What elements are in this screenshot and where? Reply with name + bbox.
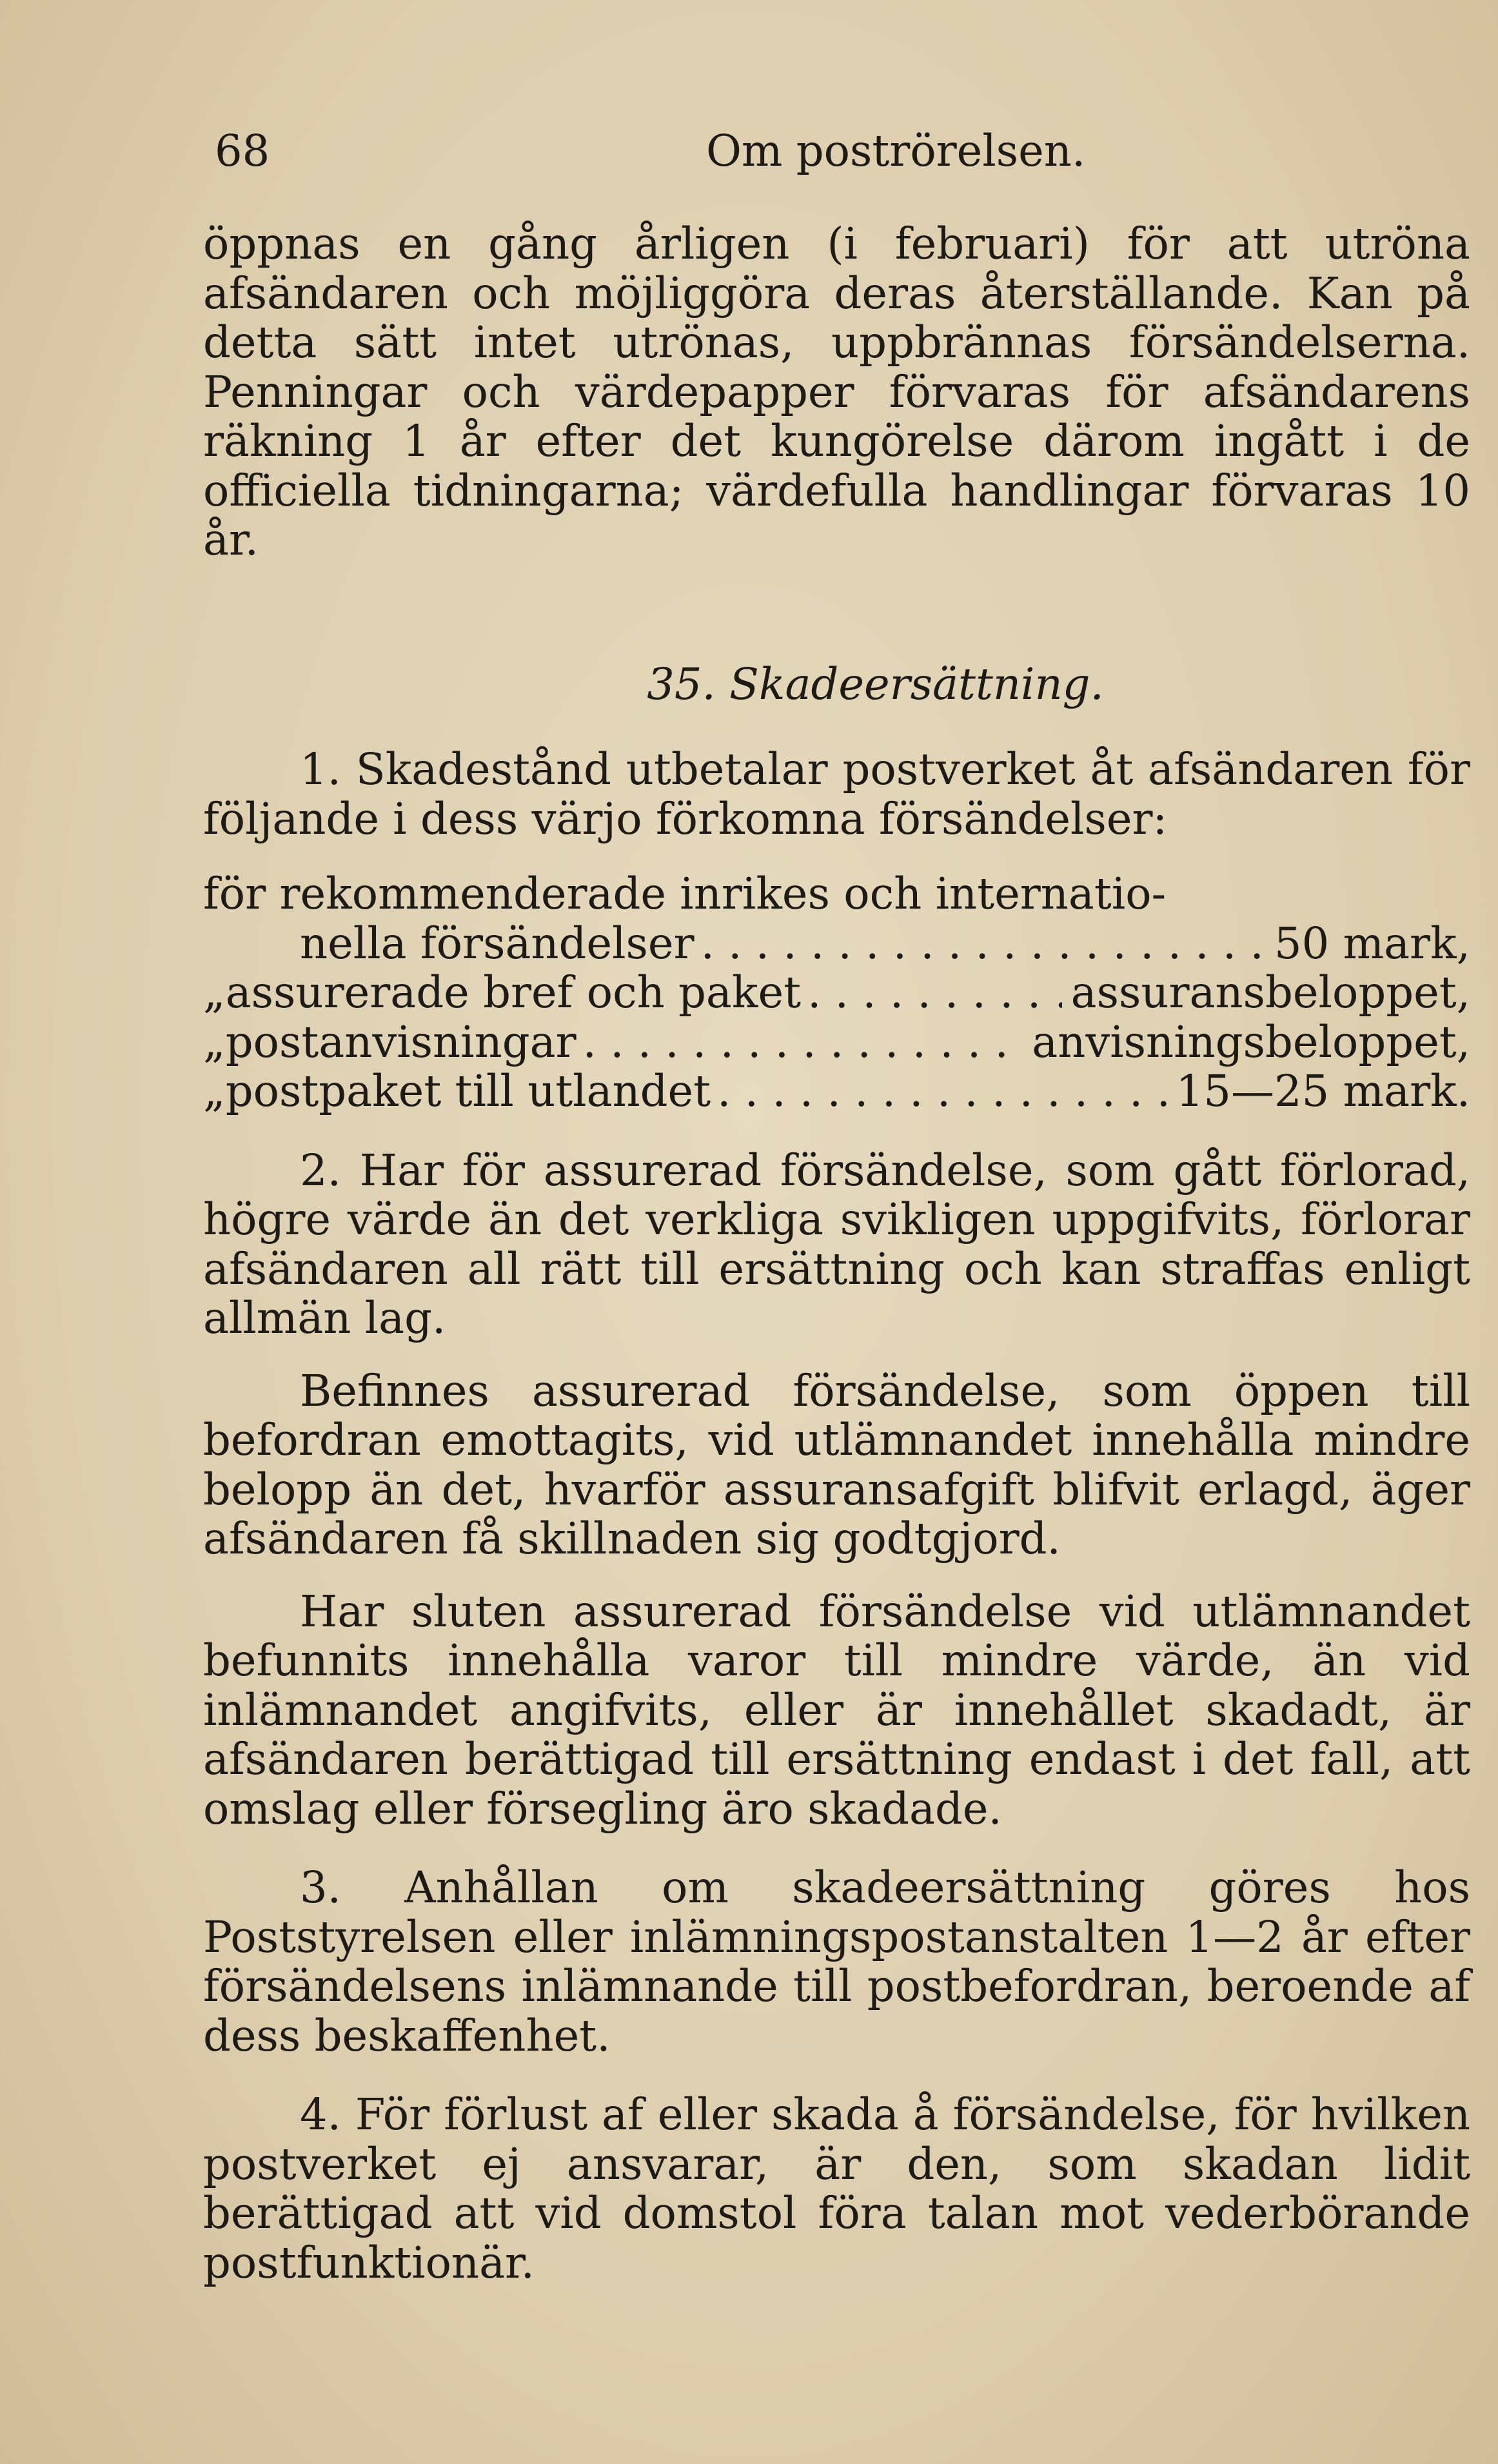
row-value: anvisningsbeloppet, bbox=[1032, 1016, 1470, 1067]
table-row bbox=[203, 919, 1470, 969]
paragraph-1: 1. Skadestånd utbetalar postverket åt afsändaren för följande i dess värjo förkomna försändelser: bbox=[203, 744, 1470, 844]
paragraph-2c: Har sluten assurerad försändelse vid utlämnandet befunnits innehålla varor till mindre värde, än vid inlämnandet angifvits, eller är innehållet skadadt, är afsändaren berättigad till ersättning endast i det fall, att omslag eller försegling äro skadade. bbox=[203, 1586, 1470, 1834]
page-body bbox=[203, 219, 1470, 2287]
row-label: postanvisningar bbox=[225, 1016, 577, 1067]
section-heading: 35. Skadeersättning. bbox=[647, 658, 1104, 709]
row-label: assurerade bref och paket bbox=[225, 967, 802, 1018]
leader-dots bbox=[701, 919, 1265, 969]
table-lead-in bbox=[203, 869, 1470, 919]
ditto-mark: „ bbox=[203, 967, 226, 1018]
table-lead-in-text: för rekommenderade inrikes och internatio- bbox=[203, 869, 1167, 919]
leader-dots bbox=[717, 1067, 1167, 1116]
leader-dots bbox=[807, 968, 1062, 1018]
running-title: Om poströrelsen. bbox=[706, 126, 1086, 176]
paragraph-2: 2. Har för assurerad försändelse, som gått förlorad, högre värde än det verkliga svikligen uppgifvits, förlorar afsändaren all rätt till ersättning och kan straffas enligt allmän lag. bbox=[203, 1145, 1470, 1343]
table-row bbox=[203, 968, 1470, 1018]
paragraph-2b: Befinnes assurerad försändelse, som öppen till befordran emottagits, vid utlämnandet innehålla mindre belopp än det, hvarför assuransafgift blifvit erlagd, äger afsändaren få skillnaden sig godtgjord. bbox=[203, 1365, 1470, 1564]
ditto-mark: „ bbox=[203, 1016, 226, 1067]
table-row bbox=[203, 1018, 1470, 1067]
row-value: assuransbeloppet, bbox=[1070, 967, 1470, 1018]
row-label: nella försändelser bbox=[300, 918, 695, 969]
intro-paragraph: öppnas en gång årligen (i februari) för att utröna afsändaren och möjliggöra deras återställande. Kan på detta sätt intet utrönas, uppbrännas försändelserna. Penningar och värdepapper förvaras för afsändarens räkning 1 år efter det kungörelse därom ingått i de officiella tidningarna; värdefulla handlingar förvaras 10 år. bbox=[203, 219, 1470, 565]
row-value: 15—25 mark. bbox=[1176, 1066, 1470, 1116]
page-number: 68 bbox=[215, 126, 270, 176]
paragraph-3: 3. Anhållan om skadeersättning göres hos Poststyrelsen eller inlämningspostanstalten 1—2 år efter försändelsens inlämnande till postbefordran, beroende af dess beskaffenhet. bbox=[203, 1862, 1470, 2061]
leader-dots bbox=[583, 1018, 1023, 1067]
row-label: postpaket till utlandet bbox=[225, 1066, 711, 1116]
row-value: 50 mark, bbox=[1274, 918, 1470, 969]
page-header bbox=[0, 126, 1498, 190]
compensation-table bbox=[203, 869, 1470, 1116]
paragraph-4: 4. För förlust af eller skada å försändelse, för hvilken postverket ej ansvarar, är den, som skadan lidit berättigad att vid domstol föra talan mot vederbörande postfunktionär. bbox=[203, 2089, 1470, 2288]
ditto-mark: „ bbox=[203, 1066, 226, 1116]
table-row bbox=[203, 1067, 1470, 1116]
